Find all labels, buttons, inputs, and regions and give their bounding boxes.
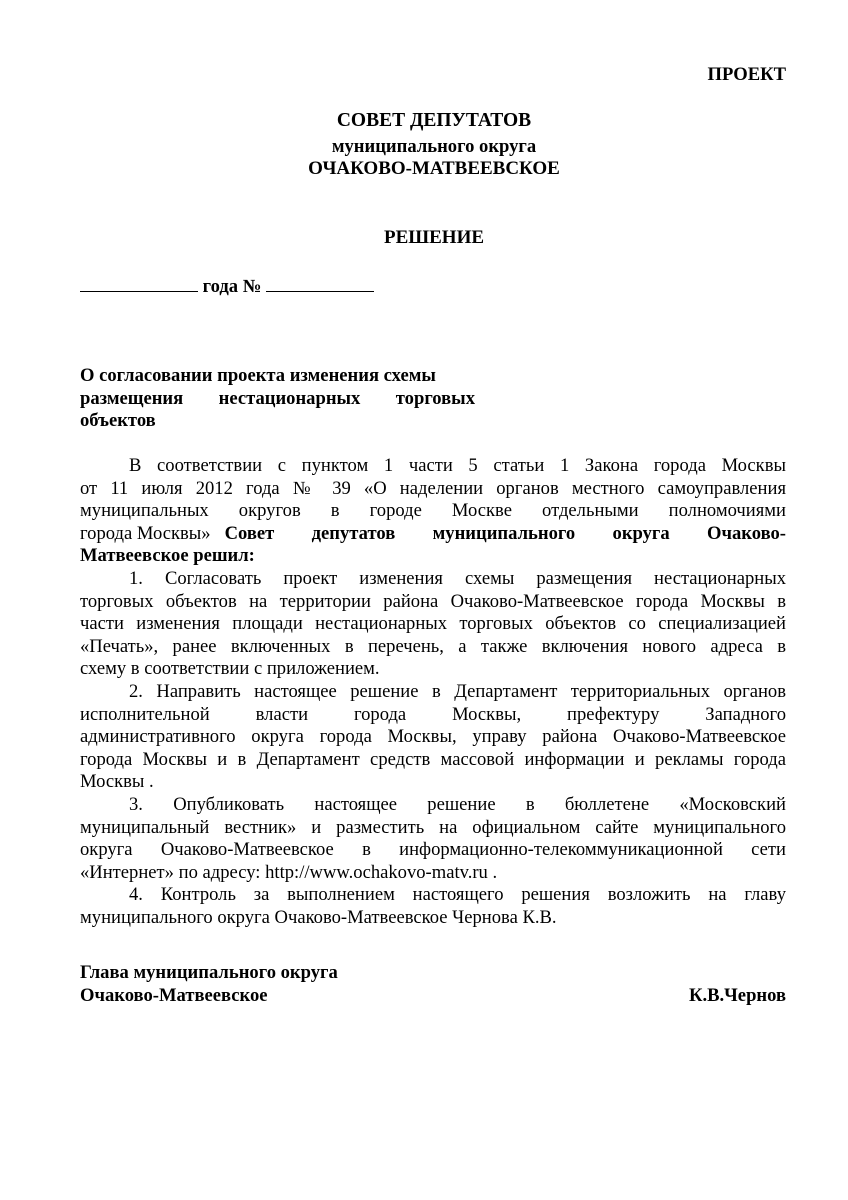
subject-word: нестационарных: [218, 387, 361, 409]
document-type: РЕШЕНИЕ: [383, 227, 485, 248]
subject-line-2: [80, 388, 475, 411]
item-line: 2. Направить настоящее решение в Департамент территориальных органов: [129, 680, 786, 702]
preamble-line: от 11 июля 2012 года № 39 «О наделении органов местного самоуправления: [80, 477, 786, 499]
subject-word: торговых: [395, 387, 475, 409]
item-line: города Москвы и в Департамент средств массовой информации и рекламы города: [80, 748, 786, 770]
item-line: исполнительной власти города Москвы, префектуру Западного: [80, 703, 786, 725]
item-line: части изменения площади нестационарных торговых объектов со специализацией: [80, 613, 786, 635]
date-blank: [80, 272, 198, 292]
item-line: «Печать», ранее включенных в перечень, а также включения нового адреса в: [80, 635, 786, 657]
decision-item-2: [80, 681, 786, 794]
item-line: административного округа города Москвы, управу района Очаково-Матвеевское: [80, 726, 786, 748]
signatory-title-line-2: Очаково-Матвеевское: [80, 984, 268, 1006]
council-district-label: муниципального округа: [331, 136, 537, 157]
year-label: года: [202, 276, 239, 297]
item-line: 3. Опубликовать настоящее решение в бюллетене «Московский: [129, 793, 786, 815]
number-label: №: [242, 276, 262, 297]
preamble-text: города Москвы»: [80, 522, 211, 544]
item-line: схему в соответствии с приложением.: [80, 658, 380, 680]
preamble-line: муниципальных округов в городе Москве отдельными полномочиями: [80, 500, 786, 522]
subject-line-1: О согласовании проекта изменения схемы: [80, 365, 436, 386]
decision-item-4: [80, 884, 786, 929]
subject-line-3: объектов: [80, 410, 156, 432]
signatory-name: К.В.Чернов: [688, 985, 786, 1006]
signatory-title: [80, 962, 338, 1007]
item-line: 4. Контроль за выполнением настоящего решения возложить на главу: [129, 884, 786, 906]
number-blank: [266, 272, 374, 292]
signatory-title-line-1: Глава муниципального округа: [80, 962, 338, 983]
council-title: СОВЕТ ДЕПУТАТОВ: [336, 110, 532, 131]
decision-subject: [80, 365, 475, 433]
decision-body: [80, 455, 786, 929]
preamble-line: [80, 523, 786, 546]
date-number-line: [80, 272, 374, 299]
resolving-body: Совет депутатов муниципального округа Очаково-: [224, 522, 786, 544]
item-line: муниципальный вестник» и разместить на официальном сайте муниципального: [80, 816, 786, 838]
item-line: «Интернет» по адресу: http://www.ochakovo-matv.ru .: [80, 861, 498, 883]
preamble-line: В соответствии с пунктом 1 части 5 статьи 1 Закона города Москвы: [129, 455, 786, 476]
item-line: Москвы .: [80, 771, 154, 793]
preamble: [80, 455, 786, 568]
item-line: 1. Согласовать проект изменения схемы размещения нестационарных: [129, 567, 786, 589]
council-district-name: ОЧАКОВО-МАТВЕЕВСКОЕ: [308, 158, 560, 179]
decision-item-1: [80, 568, 786, 681]
subject-word: размещения: [80, 387, 184, 409]
item-line: округа Очаково-Матвеевское в информационно-телекоммуникационной сети: [80, 839, 786, 861]
resolving-body-cont: Матвеевское решил:: [80, 545, 255, 567]
item-line: торговых объектов на территории района Очаково-Матвеевское города Москвы в: [80, 590, 786, 612]
decision-item-3: [80, 794, 786, 884]
item-line: муниципального округа Очаково-Матвеевское Чернова К.В.: [80, 906, 557, 928]
draft-mark: ПРОЕКТ: [707, 64, 786, 85]
